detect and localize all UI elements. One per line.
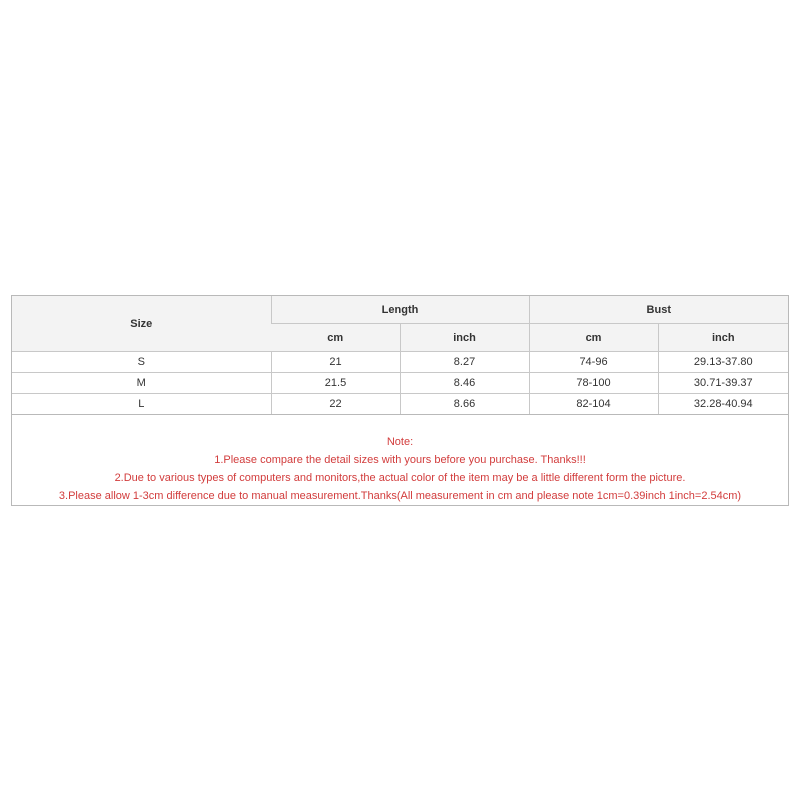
length-cm-cell: 21.5	[271, 373, 400, 394]
size-cell: M	[12, 373, 271, 394]
notes-title: Note:	[386, 436, 414, 448]
length-group-header: Length	[271, 296, 529, 324]
bust-inch-cell: 30.71-39.37	[658, 373, 788, 394]
bust-inch-cell: 29.13-37.80	[658, 352, 788, 373]
size-table	[12, 296, 788, 414]
table-row	[12, 394, 788, 415]
length-cm-header: cm	[271, 324, 400, 352]
note-line: 3.Please allow 1-3cm difference due to manual measurement.Thanks(All measurement in cm and please note 1cm=0.39inch 1inch=2.54cm)	[58, 490, 742, 502]
size-column-header: Size	[12, 296, 271, 352]
size-cell: L	[12, 394, 271, 415]
table-header-row	[12, 296, 788, 324]
bust-cm-cell: 78-100	[529, 373, 658, 394]
length-inch-cell: 8.46	[400, 373, 529, 394]
length-inch-cell: 8.27	[400, 352, 529, 373]
bust-cm-cell: 82-104	[529, 394, 658, 415]
bust-group-header: Bust	[529, 296, 788, 324]
length-inch-header: inch	[400, 324, 529, 352]
notes-section	[12, 414, 788, 505]
bust-inch-header: inch	[658, 324, 788, 352]
length-cm-cell: 21	[271, 352, 400, 373]
note-line: 1.Please compare the detail sizes with yours before you purchase. Thanks!!!	[214, 454, 586, 466]
bust-cm-header: cm	[529, 324, 658, 352]
length-cm-cell: 22	[271, 394, 400, 415]
table-row	[12, 352, 788, 373]
bust-inch-cell: 32.28-40.94	[658, 394, 788, 415]
size-chart	[11, 295, 789, 506]
table-row	[12, 373, 788, 394]
note-line: 2.Due to various types of computers and monitors,the actual color of the item may be a little different form the picture.	[114, 472, 686, 484]
size-cell: S	[12, 352, 271, 373]
length-inch-cell: 8.66	[400, 394, 529, 415]
bust-cm-cell: 74-96	[529, 352, 658, 373]
